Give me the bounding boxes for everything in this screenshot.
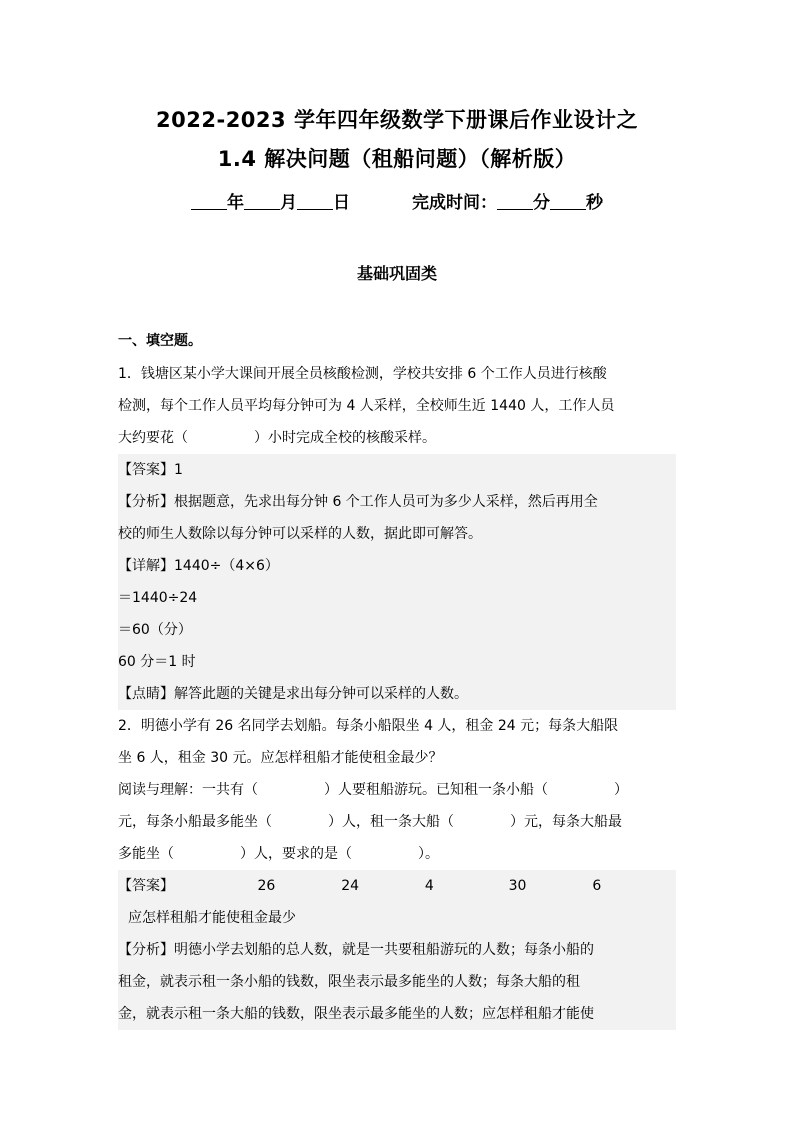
q1-line: 检测，每个工作人员平均每分钟可为 4 人采样，全校师生近 1440 人，工作人员 (118, 398, 615, 414)
day-blank (297, 195, 333, 210)
day-label: 日 (333, 193, 350, 213)
second-label: 秒 (586, 193, 603, 213)
q2-line: 2．明德小学有 26 名同学去划船。每条小船限坐 4 人，租金 24 元；每条大船限 (118, 718, 619, 734)
q1-detail-line: ＝1440÷24 (118, 590, 198, 606)
q1-detail-line: 【详解】1440÷（4×6） (118, 558, 279, 574)
second-blank (550, 195, 586, 210)
q1-comment: 【点睛】解答此题的关键是求出每分钟可以采样的人数。 (118, 686, 468, 702)
q1-answer: 【答案】1 (118, 462, 183, 478)
q1-solution-block (118, 454, 676, 710)
q2-answer-value: 26 (257, 878, 276, 894)
q1-analysis-line: 【分析】根据题意，先求出每分钟 6 个工作人员可为多少人采样，然后再用全 (118, 494, 598, 510)
q2-solution-block (118, 870, 676, 1030)
minute-blank (497, 195, 533, 210)
month-label: 月 (280, 193, 297, 213)
q2-analysis-line: 租金，就表示租一条小船的钱数，限坐表示最多能坐的人数；每条大船的租 (118, 974, 580, 990)
question-content (118, 358, 676, 1030)
section-title: 基础巩固类 (356, 264, 437, 283)
q1-line: 1．钱塘区某小学大课间开展全员核酸检测，学校共安排 6 个工作人员进行核酸 (118, 366, 607, 382)
q2-answer-row (118, 870, 676, 902)
q2-line: 坐 6 人，租金 30 元。应怎样租船才能使租金最少？ (118, 750, 443, 766)
q2-reading-line: 元，每条小船最多能坐（ ）人，租一条大船（ ）元，每条大船最 (118, 814, 622, 830)
q2-reading-line: 多能坐（ ）人，要求的是（ ）。 (118, 846, 439, 862)
q2-answer-value: 30 (508, 878, 527, 894)
q2-answer-value: 24 (341, 878, 360, 894)
q2-answer-line2: 应怎样租船才能使租金最少 (128, 910, 296, 926)
q2-analysis-line: 【分析】明德小学去划船的总人数，就是一共要租船游玩的人数；每条小船的 (118, 942, 594, 958)
month-blank (244, 195, 280, 210)
q1-line: 大约要花（ ）小时完成全校的核酸采样。 (118, 430, 436, 446)
q2-reading-line: 阅读与理解：一共有（ ）人要租船游玩。已知租一条小船（ ） (118, 782, 628, 798)
part-heading: 一、填空题。 (118, 333, 202, 349)
q1-analysis-line: 校的师生人数除以每分钟可以采样的人数，据此即可解答。 (118, 526, 482, 542)
date-time-line (0, 188, 794, 213)
year-blank (191, 195, 227, 210)
time-label: 完成时间： (412, 193, 497, 213)
q2-analysis-line: 金，就表示租一条大船的钱数，限坐表示最多能坐的人数；应怎样租船才能使 (118, 1006, 594, 1022)
q2-answer-value: 4 (424, 878, 434, 894)
minute-label: 分 (533, 193, 550, 213)
q2-answer-value: 6 (592, 878, 602, 894)
q1-detail-line: ＝60（分） (118, 622, 192, 638)
document-title-line2: 1.4 解决问题（租船问题）（解析版） (217, 147, 577, 171)
year-label: 年 (227, 193, 244, 213)
document-title-line1: 2022-2023 学年四年级数学下册课后作业设计之 (156, 108, 638, 132)
q2-answer-label: 【答案】 (118, 878, 174, 894)
q1-detail-line: 60 分＝1 时 (118, 654, 196, 670)
